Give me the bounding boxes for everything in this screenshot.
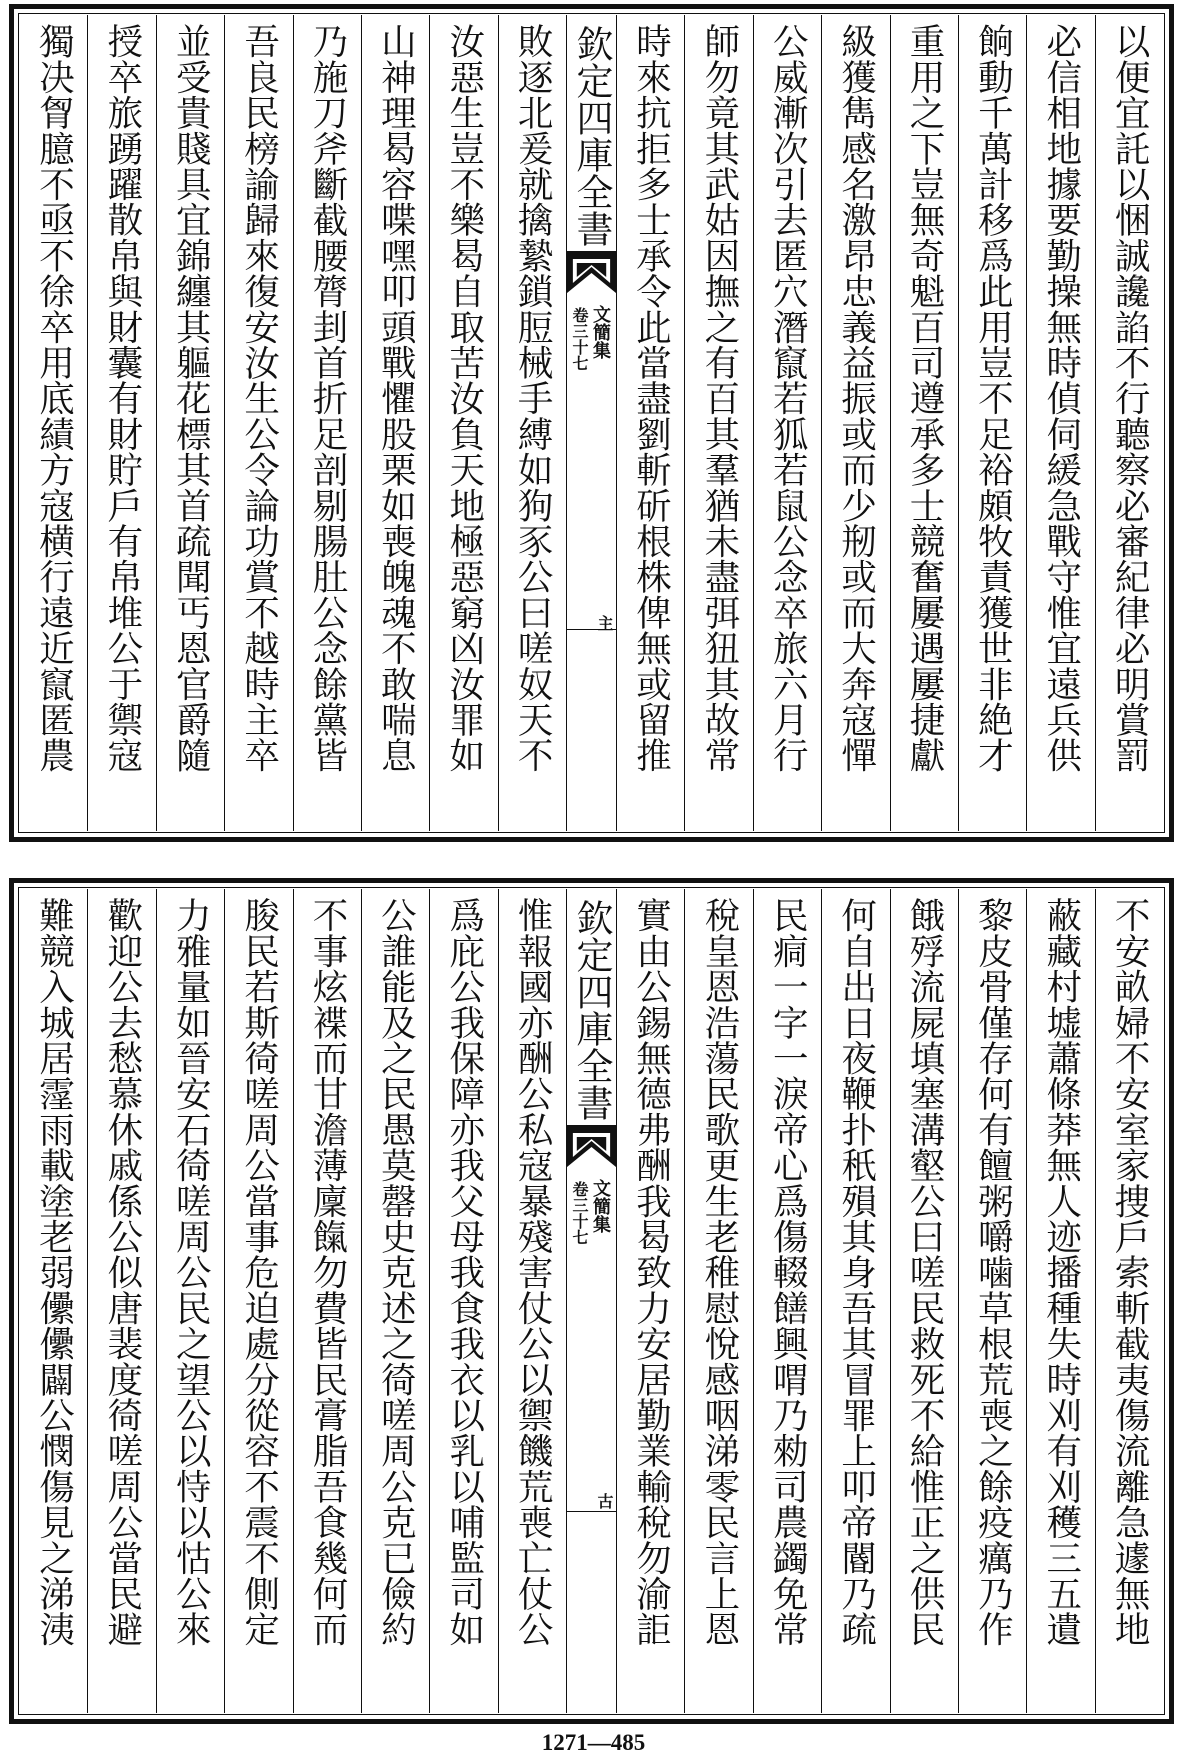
text-column: 難競入城居霪雨載塗老弱儽儽闢公憫傷見之涕洟 bbox=[33, 897, 75, 1647]
juan-number: 卷三十七 bbox=[570, 307, 589, 371]
text-column: 敗逐北爰就擒縶鎖脰械手縛如狗豕公曰嗟奴天不 bbox=[498, 15, 566, 831]
text-column: 餓殍流屍填塞溝壑公曰嗟民救死不給惟正之供民 bbox=[890, 889, 958, 1713]
collection-title: 欽定四庫全書 bbox=[570, 899, 613, 1121]
fish-tail-mark-icon bbox=[567, 247, 616, 297]
text-column: 吾良民榜諭歸來復安汝生公令論功賞不越時主卒 bbox=[224, 15, 292, 831]
text-column: 稅皇恩浩蕩民歌更生老稚慰悅感咽涕零民言上恩 bbox=[684, 889, 752, 1713]
text-column: 山神理曷容喋嘿叩頭戰懼股栗如喪魄魂不敢喘息 bbox=[361, 15, 429, 831]
text-column: 汝惡生豈不樂曷自取苦汝負天地極惡窮凶汝罪如 bbox=[429, 15, 497, 831]
text-column: 乃施刀斧斷截腰膂刲首折足剖剔腸肚公念餘黨皆 bbox=[293, 15, 361, 831]
center-fold-column bbox=[566, 15, 616, 831]
text-column: 朘民若斯徛嗟周公當事危迫處分從容不震不側定 bbox=[224, 889, 292, 1713]
text-column: 惟報國亦酬公私寇暴殘害仗公以禦饑荒喪亡仗公 bbox=[498, 889, 566, 1713]
text-column: 爲庇公我保障亦我父母我食我衣以乳以哺監司如 bbox=[429, 889, 497, 1713]
lower-page-frame bbox=[9, 878, 1174, 1724]
text-column: 歡迎公去愁慕休戚係公似唐裴度徛嗟周公當民避 bbox=[87, 889, 155, 1713]
text-column: 民痌一字一淚帝心爲傷輟饍興喟乃勑司農蠲免常 bbox=[753, 889, 821, 1713]
text-column: 級獲雋感名激昂忠義益振或而少剏或而大奔寇憚 bbox=[821, 15, 889, 831]
collection-title: 欽定四庫全書 bbox=[570, 25, 613, 247]
text-column: 餉動千萬計移爲此用豈不足裕頗牧責獲世非絶才 bbox=[958, 15, 1026, 831]
lower-page-columns bbox=[20, 889, 1163, 1713]
fish-tail-mark-icon bbox=[567, 1121, 616, 1171]
text-column: 師勿竟其武姑因撫之有百其羣猶未盡弭狃其故常 bbox=[684, 15, 752, 831]
text-column: 授卒旅踴躍散帛與財囊有財貯戶有帛堆公于禦寇 bbox=[87, 15, 155, 831]
text-column: 不事炫褋而甘澹薄廩餼勿費皆民膏脂吾食幾何而 bbox=[293, 889, 361, 1713]
text-column: 獨决胷臆不亟不徐卒用底績方寇横行遠近竄匿農 bbox=[33, 23, 75, 773]
folio-number: 主 bbox=[595, 615, 614, 631]
text-column: 時來抗拒多士承令此當盡劉斬斫根株俾無或留推 bbox=[616, 15, 684, 831]
text-column: 蔽藏村墟蕭條莽無人迹播種失時刈有刈穫三五遺 bbox=[1026, 889, 1094, 1713]
folio-number: 古 bbox=[595, 1493, 614, 1509]
text-column: 以便宜託以悃誠讒諂不行聽察必審紀律必明賞罰 bbox=[1095, 15, 1163, 831]
page-number: 1271—485 bbox=[541, 1730, 646, 1755]
text-column: 實由公錫無德弗酬我曷致力安居勤業輸稅勿渝詎 bbox=[616, 889, 684, 1713]
text-column: 公威漸次引去匿穴潛竄若狐若鼠公念卒旅六月行 bbox=[753, 15, 821, 831]
text-column: 何自出日夜鞭扑秖殞其身吾其冒罪上叩帝閽乃疏 bbox=[821, 889, 889, 1713]
upper-page-frame bbox=[9, 4, 1174, 842]
text-column: 重用之下豈無奇魁百司遵承多士競奮屢遇屢捷獻 bbox=[890, 15, 958, 831]
folio-rule bbox=[567, 1511, 616, 1512]
book-title: 文簡集 bbox=[590, 305, 611, 359]
juan-number: 卷三十七 bbox=[570, 1181, 589, 1245]
text-column: 不安畝婦不安室家捜戶索斬截夷傷流離急遽無地 bbox=[1095, 889, 1163, 1713]
text-column: 公誰能及之民愚莫罄史克述之徛嗟周公克已儉約 bbox=[361, 889, 429, 1713]
upper-page-columns bbox=[20, 15, 1163, 831]
text-column: 必信相地據要勤操無時偵伺緩急戰守惟宜遠兵供 bbox=[1026, 15, 1094, 831]
text-column: 黎皮骨僅存何有饘粥嚼噛草根荒喪之餘疫癘乃作 bbox=[958, 889, 1026, 1713]
center-fold-column bbox=[566, 889, 616, 1713]
book-title: 文簡集 bbox=[590, 1179, 611, 1233]
text-column: 並受貴賤具宜錦纏其軀花標其首疏聞丐恩官爵隨 bbox=[156, 15, 224, 831]
text-column: 力雅量如晉安石徛嗟周公民之望公以恃以怙公來 bbox=[156, 889, 224, 1713]
